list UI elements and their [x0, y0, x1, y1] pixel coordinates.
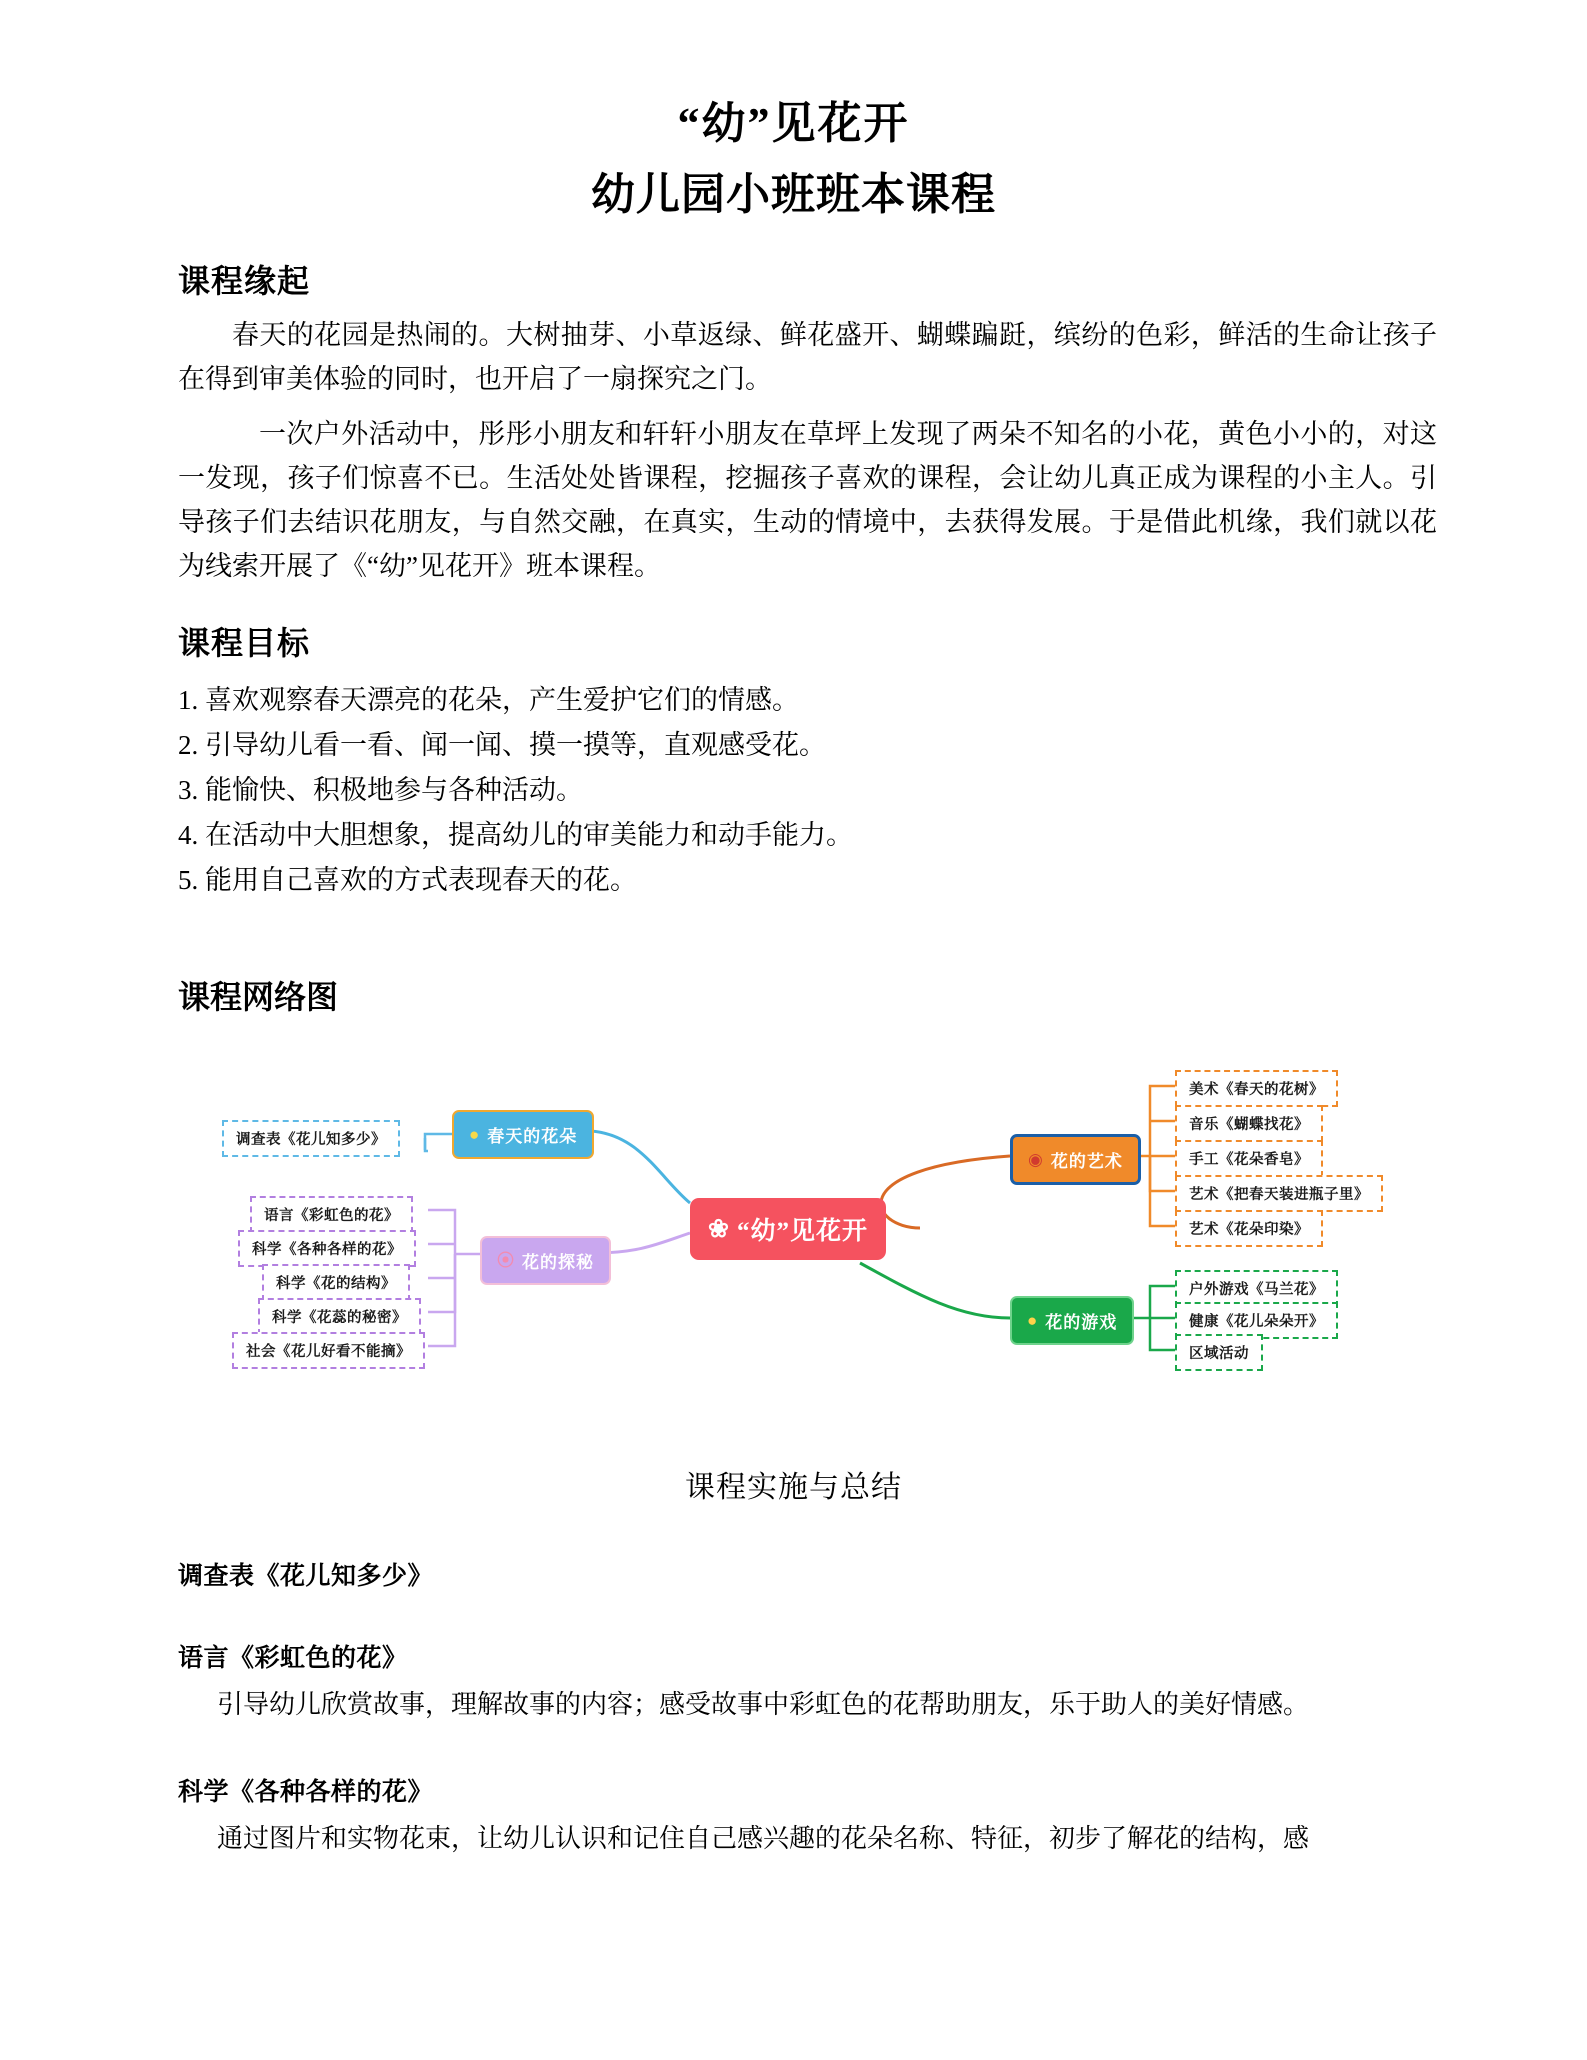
page-title-line1: “幼”见花开 [677, 99, 910, 148]
mindmap-leaf[interactable] [1175, 1105, 1323, 1142]
impl-body-language: 引导幼儿欣赏故事，理解故事的内容；感受故事中彩虹色的花帮助朋友，乐于助人的美好情感。 [217, 1690, 1310, 1720]
leaf-label: 科学《花蕊的秘密》 [272, 1310, 407, 1327]
mindmap-leaf[interactable] [262, 1264, 410, 1301]
impl-heading-language: 语言《彩虹色的花》 [178, 1645, 408, 1673]
clock-icon: ● [469, 1125, 481, 1145]
page-title-line2: 幼儿园小班班本课程 [591, 170, 996, 219]
goal-item: 3. 能愉快、积极地参与各种活动。 [178, 775, 583, 806]
impl-heading-science: 科学《各种各样的花》 [178, 1779, 434, 1807]
goal-item: 2. 引导幼儿看一看、闻一闻、摸一摸等，直观感受花。 [178, 730, 826, 761]
leaf-label: 调查表《花儿知多少》 [236, 1132, 386, 1149]
dot-icon: ● [1027, 1311, 1039, 1331]
section-heading-goals: 课程目标 [178, 625, 311, 662]
leaf-label: 艺术《花朵印染》 [1189, 1222, 1309, 1239]
course-network-mindmap [0, 1038, 1587, 1408]
branch-label: 花的探秘 [522, 1253, 594, 1273]
leaf-label: 区域活动 [1189, 1346, 1249, 1363]
goals-list [0, 678, 1587, 902]
impl-body-science: 通过图片和实物花束，让幼儿认识和记住自己感兴趣的花朵名称、特征，初步了解花的结构，感 [217, 1824, 1310, 1854]
goal-item: 1. 喜欢观察春天漂亮的花朵，产生爱护它们的情感。 [178, 685, 799, 716]
leaf-label: 社会《花儿好看不能摘》 [246, 1344, 411, 1361]
leaf-label: 科学《花的结构》 [276, 1276, 396, 1293]
leaf-label: 美术《春天的花树》 [1189, 1082, 1324, 1099]
mindmap-leaf[interactable] [258, 1298, 421, 1335]
mindmap-leaf[interactable] [1175, 1334, 1263, 1371]
mindmap-center-label: “幼”见花开 [736, 1218, 868, 1246]
mindmap-leaf[interactable] [250, 1196, 413, 1233]
impl-body-language-wrap [0, 1684, 1587, 1726]
mindmap-branch-spring-flowers[interactable] [452, 1110, 594, 1159]
leaf-label: 语言《彩虹色的花》 [264, 1208, 399, 1225]
mindmap-leaf[interactable] [1175, 1070, 1338, 1107]
impl-body-science-wrap [0, 1818, 1587, 1860]
mindmap-leaf[interactable] [238, 1230, 416, 1267]
mindmap-branch-flower-games[interactable] [1010, 1296, 1134, 1345]
palette-icon: ◉ [1028, 1150, 1044, 1170]
leaf-label: 健康《花儿朵朵开》 [1189, 1314, 1324, 1331]
balloon-icon: ⦿ [497, 1251, 515, 1271]
mindmap-leaf[interactable] [1175, 1210, 1323, 1247]
section-heading-origin: 课程缘起 [178, 263, 311, 299]
branch-label: 花的游戏 [1045, 1313, 1118, 1333]
section-heading-network: 课程网络图 [178, 979, 339, 1016]
mindmap-center-node[interactable] [690, 1198, 886, 1260]
mindmap-branch-flower-art[interactable] [1010, 1134, 1141, 1185]
branch-label: 花的艺术 [1050, 1152, 1123, 1172]
origin-paragraph-1: 春天的花园是热闹的。大树抽芽、小草返绿、鲜花盛开、蝴蝶蹁跹，缤纷的色彩，鲜活的生命让孩子在得到审美体验的同时，也开启了一扇探究之门。 [178, 320, 1437, 394]
impl-heading-survey: 调查表《花儿知多少》 [178, 1563, 434, 1591]
leaf-label: 艺术《把春天装进瓶子里》 [1189, 1187, 1369, 1204]
mindmap-leaf[interactable] [1175, 1175, 1383, 1212]
goal-item: 4. 在活动中大胆想象，提高幼儿的审美能力和动手能力。 [178, 819, 853, 850]
origin-body [0, 314, 1587, 588]
mindmap-leaf[interactable] [232, 1332, 425, 1369]
leaf-label: 户外游戏《马兰花》 [1189, 1282, 1324, 1299]
mindmap-leaf[interactable] [222, 1120, 400, 1157]
origin-paragraph-2: 一次户外活动中，彤彤小朋友和轩轩小朋友在草坪上发现了两朵不知名的小花，黄色小小的，对这一发现，孩子们惊喜不已。生活处处皆课程，挖掘孩子喜欢的课程，会让幼儿真正成为课程的小主人。引导孩子们去结识花朋友，与自然交融，在真实，生动的情境中，去获得发展。于是借此机缘，我们就以花为线索开展了《“幼”见花开》班本课程。 [178, 419, 1437, 581]
implementation-title: 课程实施与总结 [685, 1471, 902, 1505]
leaf-label: 音乐《蝴蝶找花》 [1189, 1117, 1309, 1134]
leaf-label: 手工《花朵香皂》 [1189, 1152, 1309, 1169]
leaf-label: 科学《各种各样的花》 [252, 1242, 402, 1259]
flower-icon: ❀ [708, 1215, 730, 1243]
mindmap-leaf[interactable] [1175, 1140, 1323, 1177]
branch-label: 春天的花朵 [487, 1127, 578, 1147]
mindmap-branch-flower-exploration[interactable] [480, 1236, 611, 1285]
goal-item: 5. 能用自己喜欢的方式表现春天的花。 [178, 864, 637, 895]
